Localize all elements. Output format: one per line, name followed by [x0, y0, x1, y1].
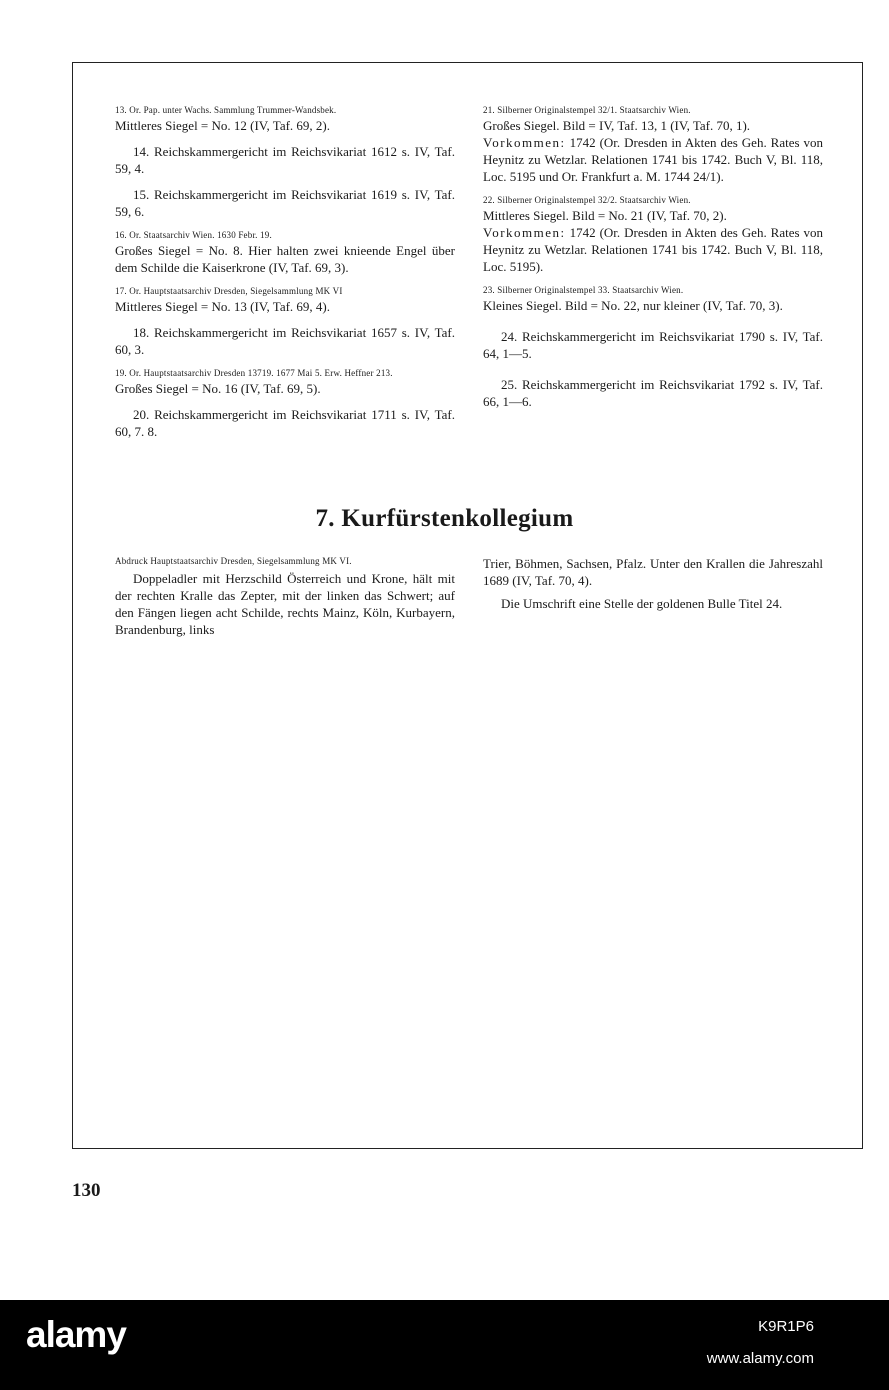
entry-source: 23. Silberner Originalstempel 33. Staatsarchiv Wien. [483, 285, 684, 295]
entry-source: 22. Silberner Originalstempel 32/2. Staatsarchiv Wien. [483, 195, 691, 205]
entry-body: Großes Siegel = No. 8. Hier halten zwei knieende Engel über dem Schilde die Kaiserkrone (IV, Taf. 69, 3). [115, 243, 455, 275]
entry-occurrence [483, 224, 823, 275]
entry-source: 19. Or. Hauptstaatsarchiv Dresden 13719. 1677 Mai 5. Erw. Heffner 213. [115, 368, 393, 378]
entry-body: Kleines Siegel. Bild = No. 22, nur kleiner (IV, Taf. 70, 3). [483, 298, 783, 313]
occurrence-label: Vorkommen: [483, 225, 566, 240]
right-column [483, 104, 823, 419]
occurrence-text: 1742 (Or. Dresden in Akten des Geh. Rates von Heynitz zu Wetzlar. Relationen 1741 bis 1742. Buch V, Bl. 118, Loc. 5195). [483, 225, 823, 274]
image-id: K9R1P6 [758, 1318, 814, 1335]
entry-source: 16. Or. Staatsarchiv Wien. 1630 Febr. 19. [115, 230, 272, 240]
section-body-right-1: Trier, Böhmen, Sachsen, Pfalz. Unter den Krallen die Jahreszahl 1689 (IV, Taf. 70, 4). [483, 556, 823, 588]
entry-body: Mittleres Siegel = No. 13 (IV, Taf. 69, 4). [115, 299, 330, 314]
entry-25 [483, 376, 823, 410]
entry-source: 21. Silberner Originalstempel 32/1. Staatsarchiv Wien. [483, 105, 691, 115]
entry-19 [115, 367, 455, 397]
entry-15 [115, 186, 455, 220]
left-column [115, 104, 455, 449]
section-right-column [483, 555, 823, 612]
entry-17 [115, 285, 455, 315]
page-number: 130 [72, 1180, 101, 1201]
entry-body: Großes Siegel. Bild = IV, Taf. 13, 1 (IV, Taf. 70, 1). [483, 118, 751, 133]
alamy-logo: alamy [26, 1314, 126, 1355]
entry-body: 14. Reichskammergericht im Reichsvikariat 1612 s. IV, Taf. 59, 4. [115, 144, 455, 176]
entry-body: 25. Reichskammergericht im Reichsvikariat 1792 s. IV, Taf. 66, 1—6. [483, 377, 823, 409]
entry-14 [115, 143, 455, 177]
section-source: Abdruck Hauptstaatsarchiv Dresden, Siegelsammlung MK VI. [115, 556, 352, 566]
entry-body: 24. Reichskammergericht im Reichsvikariat 1790 s. IV, Taf. 64, 1—5. [483, 329, 823, 361]
entry-20 [115, 406, 455, 440]
section-left-column [115, 555, 455, 638]
occurrence-text: 1742 (Or. Dresden in Akten des Geh. Rates von Heynitz zu Wetzlar. Relationen 1741 bis 1742. Buch V, Bl. 118, Loc. 5195 und Or. Frankfurt a. M. 1744 24/1). [483, 135, 823, 184]
entry-24 [483, 328, 823, 362]
entry-body: Mittleres Siegel = No. 12 (IV, Taf. 69, 2). [115, 118, 330, 133]
watermark-footer [0, 1300, 889, 1390]
site-url: www.alamy.com [706, 1350, 814, 1367]
entry-22 [483, 194, 823, 275]
entry-source: 17. Or. Hauptstaatsarchiv Dresden, Siegelsammlung MK VI [115, 286, 343, 296]
entry-body: 15. Reichskammergericht im Reichsvikariat 1619 s. IV, Taf. 59, 6. [115, 187, 455, 219]
section-body-right-2: Die Umschrift eine Stelle der goldenen Bulle Titel 24. [501, 596, 783, 611]
entry-body: Großes Siegel = No. 16 (IV, Taf. 69, 5). [115, 381, 321, 396]
entry-body: 20. Reichskammergericht im Reichsvikariat 1711 s. IV, Taf. 60, 7. 8. [115, 407, 455, 439]
occurrence-label: Vorkommen: [483, 135, 566, 150]
entry-16 [115, 229, 455, 276]
section-heading: 7. Kurfürstenkollegium [315, 505, 574, 532]
section-body-left: Doppeladler mit Herzschild Österreich und Krone, hält mit der rechten Kralle das Zepter, mit der linken das Schwert; auf den Fängen liegen acht Schilde, rechts Mainz, Köln, Kurbayern, Brandenburg, links [115, 571, 455, 637]
entry-occurrence [483, 134, 823, 185]
entry-body: 18. Reichskammergericht im Reichsvikariat 1657 s. IV, Taf. 60, 3. [115, 325, 455, 357]
entry-source: 13. Or. Pap. unter Wachs. Sammlung Trummer-Wandsbek. [115, 105, 337, 115]
entry-13 [115, 104, 455, 134]
entry-body: Mittleres Siegel. Bild = No. 21 (IV, Taf. 70, 2). [483, 208, 727, 223]
entry-21 [483, 104, 823, 185]
entry-23 [483, 284, 823, 314]
entry-18 [115, 324, 455, 358]
